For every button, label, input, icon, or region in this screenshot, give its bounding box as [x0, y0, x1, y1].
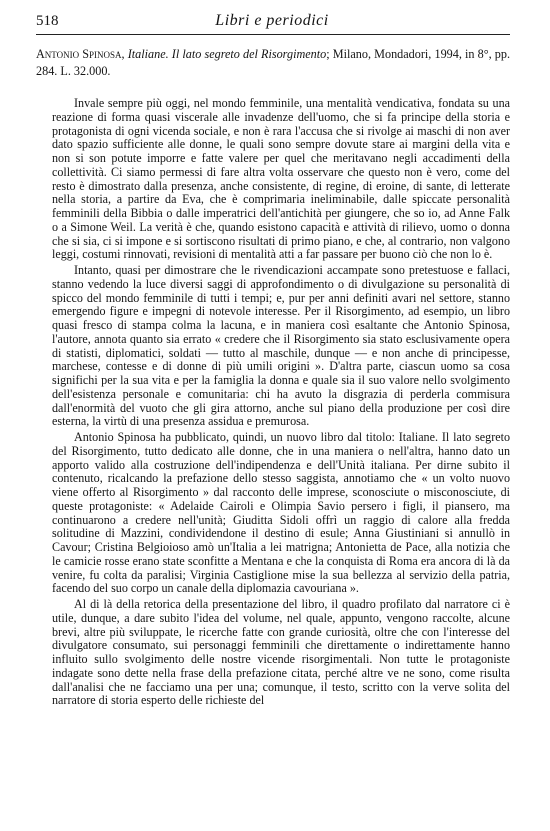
- paragraph-3: Antonio Spinosa ha pubblicato, quindi, un nuovo libro dal titolo: Italiane. Il lato segreto del Risorgimento, tutto dedicato alle donne, che in una maniera o nell'altra, hanno dato un apporto valido alla costruzione dell'indipendenza e dell'Unità italiana. Per dirne subito il contenuto, ricalcando la prefazione dello stesso saggista, annotiamo che « un volto nuovo viene offerto al Risorgimento » dal racconto delle imprese, sconosciute o misconosciute, di queste protagoniste: « Adelaide Cairoli e Olimpia Savio persero i figli, il pianserо, ma continuarono a credere nell'unità; Giuditta Sidoli offrì un raggio di calore alla fredda solitudine di Mazzini, condividendone il destino di esule; Anna Giustiniani si annullò in Cavour; Cristina Belgioioso amò un'Italia a lei matrigna; Antonietta de Pace, alla notizia che le camicie rosse erano state sconfitte a Mentana e che la conquista di Roma era ancora di là da venire, fu colta da paralisi; Virginia Castiglione mise la sua bellezza al servizio della patria, facendo del suo corpo un canale della diplomazia cavouriana ».: [52, 430, 510, 596]
- citation-details: ; Milano, Mondadori, 1994, in 8°, pp. 284. L. 32.000.: [36, 47, 510, 78]
- header-rule: [36, 34, 510, 35]
- page-header: [36, 10, 508, 34]
- paragraph-4: Al di là della retorica della presentazione del libro, il quadro profilato dal narratore ci è utile, dunque, a dare subito l'idea del volume, nel quale, appunto, vengono raccolte, alcune brevi, altre più sviluppate, le ricerche fatte con grande curiosità, oltre che con l'interesse del divulgatore consumato, sui personaggi femminili che direttamente o indirettamente hanno influito sullo svolgimento delle nostre vicende risorgimentali. Non tutte le protagoniste indagate sono dette nella frase della prefazione citata, perché altre ve ne sono, come risulta dall'analisi che ne facciamo una per una; comunque, il testo, scritto con la verve solita del narratore di storia esperto delle richieste del: [52, 597, 510, 708]
- citation-author: Antonio Spinosa: [36, 47, 122, 61]
- citation-title: Italiane. Il lato segreto del Risorgimento: [127, 47, 327, 61]
- paragraph-1: Invale sempre più oggi, nel mondo femminile, una mentalità vendicativa, fondata su una reazione di forma quasi viscerale alle invadenze dell'uomo, che si fa principe della storia e protagonista di ogni vicenda sociale, e non è rara l'accusa che si rivolge ai maschi di non aver dato spazio sufficiente alle donne, le quali sono sempre dovute stare ai margini della vita e non si son potute imporre e fatte valere per quel che meritavano negli accadimenti della collettività. Ci siamo permessi di fare altra volta osservare che questo non è vero, come del resto è dimostrato dalla presenza, anche consistente, di regine, di eroine, di sante, di letterate nella storia, a partire da Eva, che è comprimaria ineliminabile, dalle spiccate personalità femminili della Bibbia o dalle imperatrici dell'antichità per giungere, che so io, ad Anne Falk o a Simone Weil. La verità è che, quando esistono capacità e attività di rilievo, uomo o donna che si sia, ci si impone e si sortiscono risultati di primo piano, e che, al contrario, non valgono leggi, costumi rinnovati, revisioni di mentalità atti a far passare per buono ciò che non lo è.: [52, 96, 510, 262]
- paragraph-2: Intanto, quasi per dimostrare che le rivendicazioni accampate sono pretestuose e fallaci, stanno vedendo la luce diversi saggi di approfondimento o di divulgazione su personalità di spicco del mondo femminile di tutti i tempi; e, pur per anni definiti avari nel settore, stanno emergendo figure e impegni di notevole interesse. Per il Risorgimento, ad esempio, un libro quasi fresco di stampa colma la lacuna, e in maniera così esaltante che Antonio Spinosa, l'autore, annota quanto sia errato « credere che il Risorgimento sia stato esclusivamente opera di statisti, diplomatici, soldati — tutto al maschile, dunque — e non anche di principesse, marchese, contesse e di donne di più umili origini ». D'altra parte, ciascun uomo sa cosa significhi per la sua vita e per la famiglia la donna e quale sia il suo valore nello svolgimento dell'esistenza personale e comunitaria: chi ha avuto la disgrazia di perderla commisura dall'enormità del vuoto che gli gira attorno, anche sul piano della produzione per così dire esterna, la virtù di una presenza assidua e premurosa.: [52, 263, 510, 429]
- review-body: [52, 97, 510, 710]
- book-citation: Antonio Spinosa, Italiane. Il lato segreto del Risorgimento; Milano, Mondadori, 1994, in 8°, pp. 284. L. 32.000.: [36, 47, 510, 78]
- running-title: Libri e periodici: [215, 12, 329, 29]
- page-number: 518: [36, 13, 59, 29]
